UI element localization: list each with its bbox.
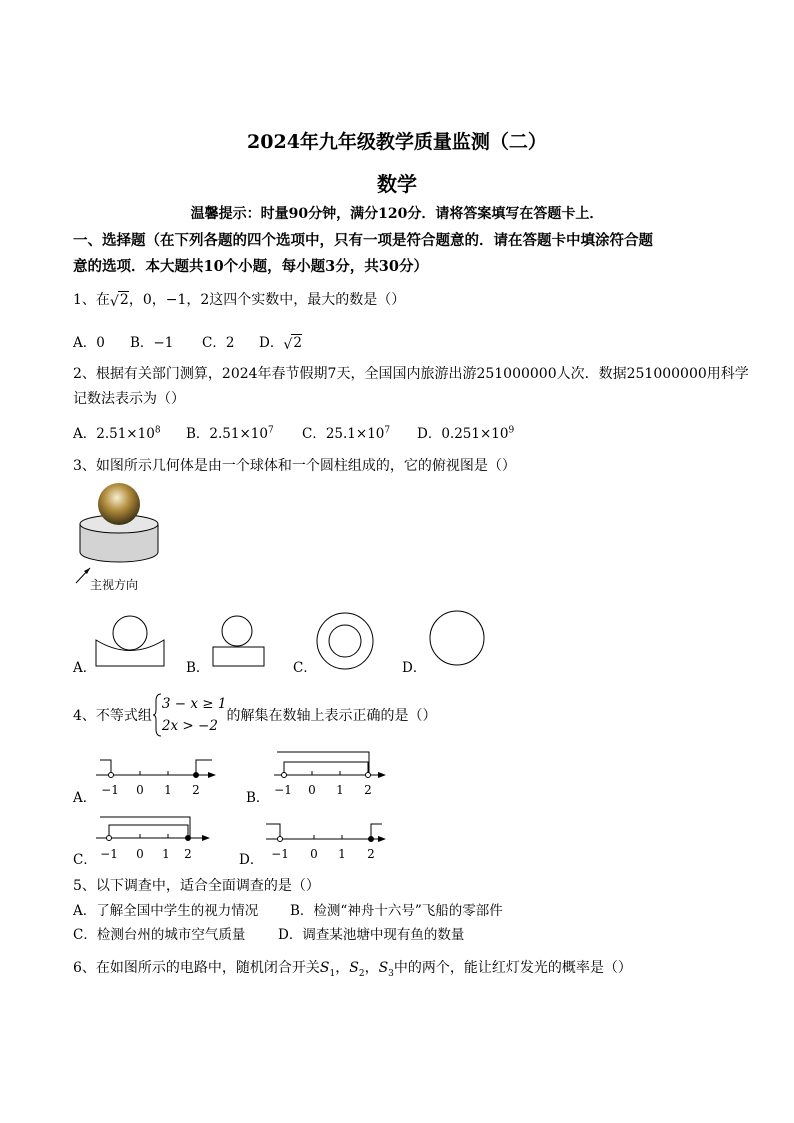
svg-text:−1: −1 [274,783,292,797]
svg-text:2: 2 [367,847,375,861]
q5-option-a[interactable]: A．了解全国中学生的视力情况 [73,903,259,919]
inequality-1: 3 − x ≥ 1 [161,696,227,712]
q3-option-a-figure [95,613,167,669]
svg-text:2: 2 [364,783,372,797]
q4-option-c[interactable]: C． [73,852,97,868]
section-heading-line1: 一、选择题（在下列各题的四个选项中，只有一项是符合题意的．请在答题卡中填涂符合题 [73,232,653,249]
svg-text:2: 2 [192,783,200,797]
question-2-line2: 记数法表示为（） [73,391,185,407]
q4-option-b-numberline [262,745,392,800]
question-5: 5、以下调查中，适合全面调查的是（） [73,878,320,894]
svg-text:1: 1 [338,847,346,861]
q3-option-c-figure [314,611,378,673]
question-4: 4、不等式组3 − x ≥ 1 2x > −2的解集在数轴上表示正确的是（） [73,693,437,737]
q3-option-d-figure [428,609,488,669]
svg-text:0: 0 [308,783,316,797]
svg-text:−1: −1 [101,783,119,797]
svg-text:0: 0 [310,847,318,861]
svg-text:−1: −1 [100,847,118,861]
section-heading-line2: 意的选项．本大题共10个小题，每小题3分，共30分） [73,258,428,275]
q1-option-d[interactable]: D． √ 2 [259,335,302,353]
svg-text:1: 1 [336,783,344,797]
q1-pre: 1、在 [73,292,110,308]
q4-option-c-numberline [90,808,220,863]
q1-option-b[interactable]: B．−1 [130,335,174,351]
q3-option-b-figure [210,613,268,669]
q1-option-a[interactable]: A．0 [73,335,105,351]
q2-option-b[interactable]: B．$2.51\times 10^7$ [186,425,274,442]
sqrt-two: √ 2 [109,292,129,310]
q2-option-d[interactable]: D．$0.251\times 10^9$ [417,425,515,442]
subject-title: 数学 [377,172,417,196]
svg-text:−1: −1 [271,847,289,861]
question-2-line1: 2、根据有关部门测算，2024年春节假期7天，全国国内旅游出游251000000人次．数据251000000用科学 [73,366,749,382]
q4-option-a[interactable]: A． [73,790,97,806]
svg-text:0: 0 [136,783,144,797]
view-direction-caption: 主视方向 [90,578,139,592]
q3-option-b[interactable]: B． [186,660,210,676]
q2-option-a[interactable]: A．$2.51\times 10^8$ [73,425,161,442]
q5-option-d[interactable]: D．调查某池塘中现有鱼的数量 [278,927,465,943]
brace-symbol [152,693,162,737]
exam-title: 2024年九年级教学质量监测（二） [247,131,547,153]
q1-post: ，0，−1，2这四个实数中，最大的数是（） [128,292,406,308]
svg-text:1: 1 [162,847,170,861]
q4-option-b[interactable]: B． [246,790,270,806]
svg-text:1: 1 [164,783,172,797]
exam-tip: 温馨提示：时量90分钟，满分120分．请将答案填写在答题卡上． [190,206,604,222]
q4-option-d-numberline [258,812,393,864]
q5-option-c[interactable]: C．检测台州的城市空气质量 [73,927,246,943]
svg-text:0: 0 [136,847,144,861]
q3-option-d[interactable]: D． [402,660,427,676]
question-3: 3、如图所示几何体是由一个球体和一个圆柱组成的，它的俯视图是（） [73,458,516,474]
question-1 [73,289,405,309]
sqrt-two: √ 2 [283,335,302,353]
sphere-cylinder-figure [70,480,180,590]
question-6: 6、在如图所示的电路中，随机闭合开关$S_1$，$S_2$，$S_3$中的两个，能让红灯发光的概率是（） [73,960,632,979]
q4-option-a-numberline [90,750,220,800]
svg-text:2: 2 [184,847,192,861]
inequality-2: 2x > −2 [161,718,218,734]
q3-option-a[interactable]: A． [73,660,97,676]
q5-option-b[interactable]: B．检测“神舟十六号”飞船的零部件 [290,903,503,919]
q4-option-d[interactable]: D． [239,852,264,868]
q2-option-c[interactable]: C．$25.1\times 10^7$ [302,425,391,442]
q1-option-c[interactable]: C．2 [202,335,235,351]
q3-option-c[interactable]: C． [293,660,317,676]
